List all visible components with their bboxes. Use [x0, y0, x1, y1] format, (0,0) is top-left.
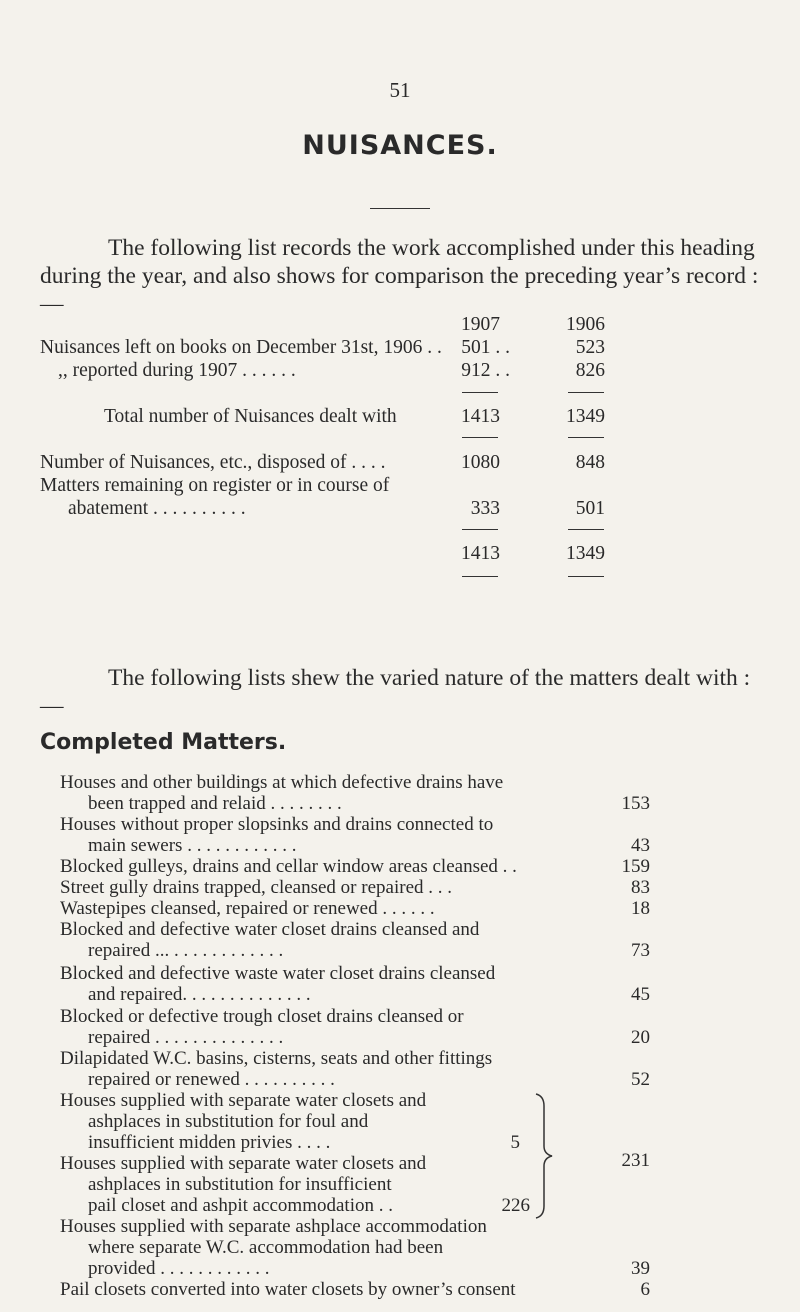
- item-text: Houses supplied with separate water closets and: [60, 1090, 427, 1111]
- final-total-1906: 1349: [566, 543, 605, 564]
- sum-rule: [462, 437, 498, 438]
- intro-paragraph: The following list records the work accomplished under this heading during the year, and also shows for comparison the preceding year’s record :—: [40, 235, 759, 317]
- item-value: 6: [640, 1279, 650, 1300]
- total-1906: 1349: [566, 406, 605, 427]
- item-value: 18: [631, 898, 650, 919]
- list-item: [60, 1279, 516, 1300]
- disposed-label: Number of Nuisances, etc., disposed of . . . .: [40, 452, 386, 473]
- item-value: 20: [631, 1027, 650, 1048]
- item-text: Blocked and defective waste water closet drains cleansed: [60, 963, 496, 984]
- right-brace-icon: [534, 1092, 556, 1220]
- item-text: Houses and other buildings at which defective drains have: [60, 772, 504, 793]
- disposed-1907: 1080: [461, 452, 500, 473]
- group-a-value: 5: [510, 1132, 520, 1153]
- item-text: Street gully drains trapped, cleansed or repaired . . .: [60, 877, 452, 898]
- final-total-1907: 1413: [461, 543, 500, 564]
- item-text: Blocked and defective water closet drains cleansed and: [60, 919, 480, 940]
- list-item: [60, 814, 493, 856]
- item-value: 52: [631, 1069, 650, 1090]
- section-subheading: Completed Matters.: [40, 730, 287, 755]
- item-text: Pail closets converted into water closets by owner’s consent: [60, 1279, 516, 1300]
- disposed-1906: 848: [575, 452, 605, 473]
- item-text: been trapped and relaid . . . . . . . .: [88, 793, 342, 814]
- remaining-label-line2: abatement . . . . . . . . . .: [68, 498, 246, 519]
- item-text: Houses supplied with separate ashplace accommodation: [60, 1216, 487, 1237]
- item-value: 159: [621, 856, 650, 877]
- item-text: where separate W.C. accommodation had been: [88, 1237, 444, 1258]
- item-text: ashplaces in substitution for foul and: [88, 1111, 369, 1132]
- sum-rule: [462, 576, 498, 577]
- item-text: repaired ... . . . . . . . . . . . .: [88, 940, 284, 961]
- item-text: provided . . . . . . . . . . . .: [88, 1258, 270, 1279]
- row-value-1907: 501 . .: [461, 337, 510, 358]
- group-b-value: 226: [501, 1195, 530, 1216]
- item-value: 73: [631, 940, 650, 961]
- heading-rule: [370, 208, 430, 209]
- item-value: 153: [621, 793, 650, 814]
- col-header-1907: 1907: [461, 314, 500, 335]
- item-text: insufficient midden privies . . . .: [88, 1132, 331, 1153]
- row-label-left-on-books: Nuisances left on books on December 31st, 1906 . .: [40, 337, 442, 358]
- col-header-1906: 1906: [566, 314, 605, 335]
- remaining-label-line1: Matters remaining on register or in course of: [40, 475, 390, 496]
- list-item: [60, 1216, 487, 1279]
- group-item-b: [60, 1153, 426, 1216]
- sum-rule: [462, 392, 498, 393]
- list-item: [60, 772, 503, 814]
- group-total-value: 231: [621, 1150, 650, 1171]
- total-1907: 1413: [461, 406, 500, 427]
- item-text: Wastepipes cleansed, repaired or renewed . . . . . .: [60, 898, 435, 919]
- item-text: Houses supplied with separate water closets and: [60, 1153, 427, 1174]
- item-text: ashplaces in substitution for insufficient: [88, 1174, 392, 1195]
- item-text: repaired or renewed . . . . . . . . . .: [88, 1069, 335, 1090]
- sum-rule: [568, 576, 604, 577]
- row-label-reported: ,, reported during 1907 . . . . . .: [58, 360, 296, 381]
- item-text: main sewers . . . . . . . . . . . .: [88, 835, 297, 856]
- item-value: 45: [631, 984, 650, 1005]
- item-text: repaired . . . . . . . . . . . . . .: [88, 1027, 284, 1048]
- sum-rule: [462, 529, 498, 530]
- page-number: 51: [389, 78, 411, 102]
- item-value: 39: [631, 1258, 650, 1279]
- list-item: [60, 1048, 492, 1090]
- row-value-1907: 912 . .: [461, 360, 510, 381]
- list-item: [60, 919, 479, 961]
- row-value-1906: 826: [575, 360, 605, 381]
- row-value-1906: 523: [575, 337, 605, 358]
- sum-rule: [568, 392, 604, 393]
- remaining-1907: 333: [470, 498, 500, 519]
- item-value: 83: [631, 877, 650, 898]
- item-text: Blocked or defective trough closet drains cleansed or: [60, 1006, 464, 1027]
- list-item: [60, 877, 452, 898]
- intro-paragraph-2: The following lists shew the varied nature of the matters dealt with :—: [40, 665, 751, 719]
- item-text: Dilapidated W.C. basins, cisterns, seats and other fittings: [60, 1048, 493, 1069]
- list-item: [60, 963, 495, 1005]
- remaining-1906: 501: [575, 498, 605, 519]
- item-text: Blocked gulleys, drains and cellar window areas cleansed . .: [60, 856, 517, 877]
- total-label: Total number of Nuisances dealt with: [104, 406, 397, 427]
- sum-rule: [568, 437, 604, 438]
- list-item: [60, 856, 517, 877]
- item-value: 43: [631, 835, 650, 856]
- item-text: pail closet and ashpit accommodation . .: [88, 1195, 393, 1216]
- item-text: and repaired. . . . . . . . . . . . . .: [88, 984, 311, 1005]
- item-text: Houses without proper slopsinks and drains connected to: [60, 814, 494, 835]
- sum-rule: [568, 529, 604, 530]
- list-item: [60, 898, 435, 919]
- list-item: [60, 1006, 464, 1048]
- group-item-a: [60, 1090, 426, 1153]
- page-heading: NUISANCES.: [302, 130, 498, 161]
